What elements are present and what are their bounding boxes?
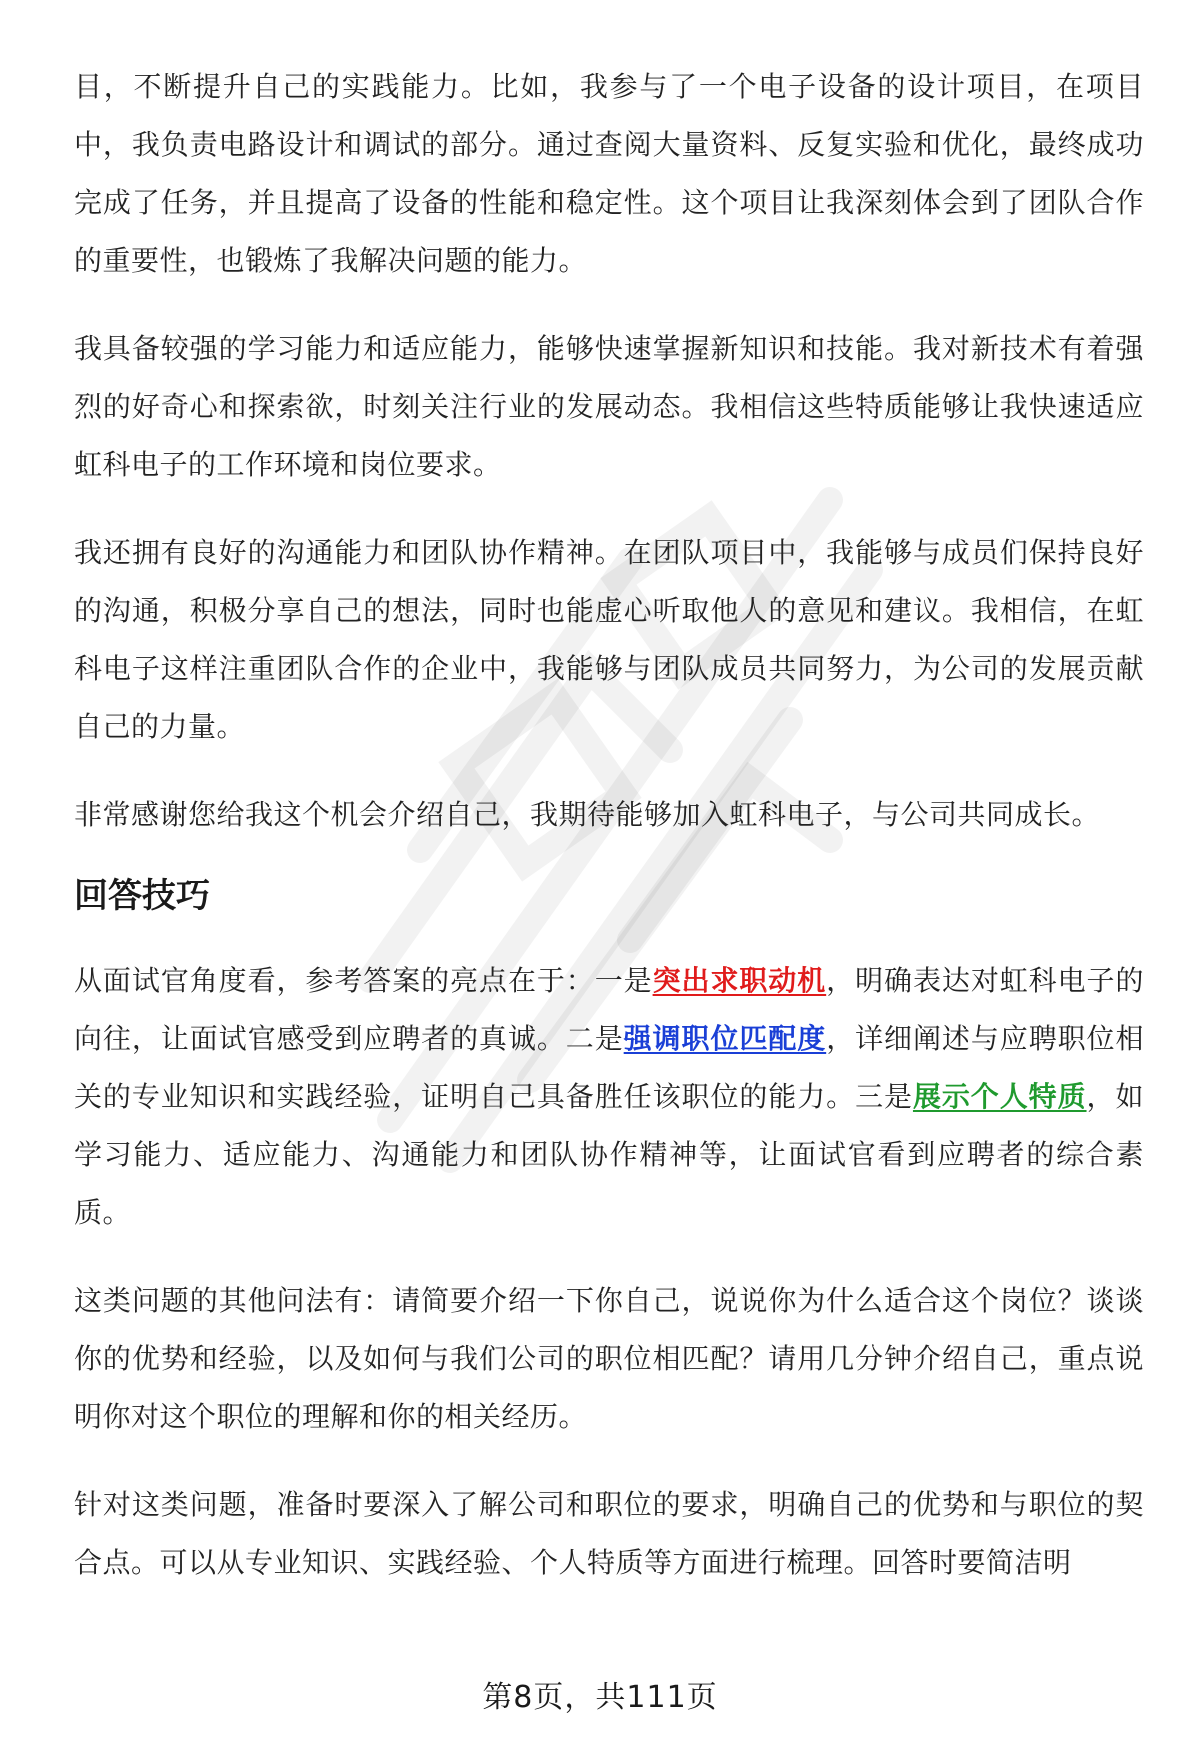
highlight-motivation: 突出求职动机 <box>652 964 827 997</box>
body-paragraph: 目，不断提升自己的实践能力。比如，我参与了一个电子设备的设计项目，在项目中，我负责电路设计和调试的部分。通过查阅大量资料、反复实验和优化，最终成功完成了任务，并且提高了设备的性能和稳定性。这个项目让我深刻体会到了团队合作的重要性，也锻炼了我解决问题的能力。 <box>74 70 1144 277</box>
highlight-personal-traits: 展示个人特质 <box>912 1080 1087 1113</box>
body-paragraph: 非常感谢您给我这个机会介绍自己，我期待能够加入虹科电子，与公司共同成长。 <box>74 798 1101 831</box>
body-paragraph: 我具备较强的学习能力和适应能力，能够快速掌握新知识和技能。我对新技术有着强烈的好奇心和探索欲，时刻关注行业的发展动态。我相信这些特质能够让我快速适应虹科电子的工作环境和岗位要求。 <box>74 332 1144 481</box>
tips-text: 从面试官角度看，参考答案的亮点在于：一是 <box>74 964 653 997</box>
highlight-job-match: 强调职位匹配度 <box>623 1022 827 1055</box>
body-paragraph: 我还拥有良好的沟通能力和团队协作精神。在团队项目中，我能够与成员们保持良好的沟通，积极分享自己的想法，同时也能虚心听取他人的意见和建议。我相信，在虹科电子这样注重团队合作的企业中，我能够与团队成员共同努力，为公司的发展贡献自己的力量。 <box>74 536 1144 743</box>
tips-paragraph <box>74 952 1144 1242</box>
tips-text: ，如学习能力、适应能力、沟通能力和团队协作精神等，让面试官看到应聘者的综合素质。 <box>74 1080 1144 1229</box>
document-page <box>74 58 1144 1622</box>
tips-text: ，明确表达对虹科电子的向往，让面试官感受到应聘者的真诚。二是 <box>74 964 1144 1055</box>
body-paragraph: 这类问题的其他问法有：请简要介绍一下你自己，说说你为什么适合这个岗位？谈谈你的优势和经验，以及如何与我们公司的职位相匹配？请用几分钟介绍自己，重点说明你对这个职位的理解和你的相关经历。 <box>74 1284 1144 1433</box>
body-paragraph: 针对这类问题，准备时要深入了解公司和职位的要求，明确自己的优势和与职位的契合点。可以从专业知识、实践经验、个人特质等方面进行梳理。回答时要简洁明 <box>74 1488 1144 1579</box>
tips-text: ，详细阐述与应聘职位相关的专业知识和实践经验，证明自己具备胜任该职位的能力。三是 <box>74 1022 1144 1113</box>
page-number-footer: 第8页，共111页 <box>482 1680 718 1715</box>
section-heading: 回答技巧 <box>74 876 210 916</box>
